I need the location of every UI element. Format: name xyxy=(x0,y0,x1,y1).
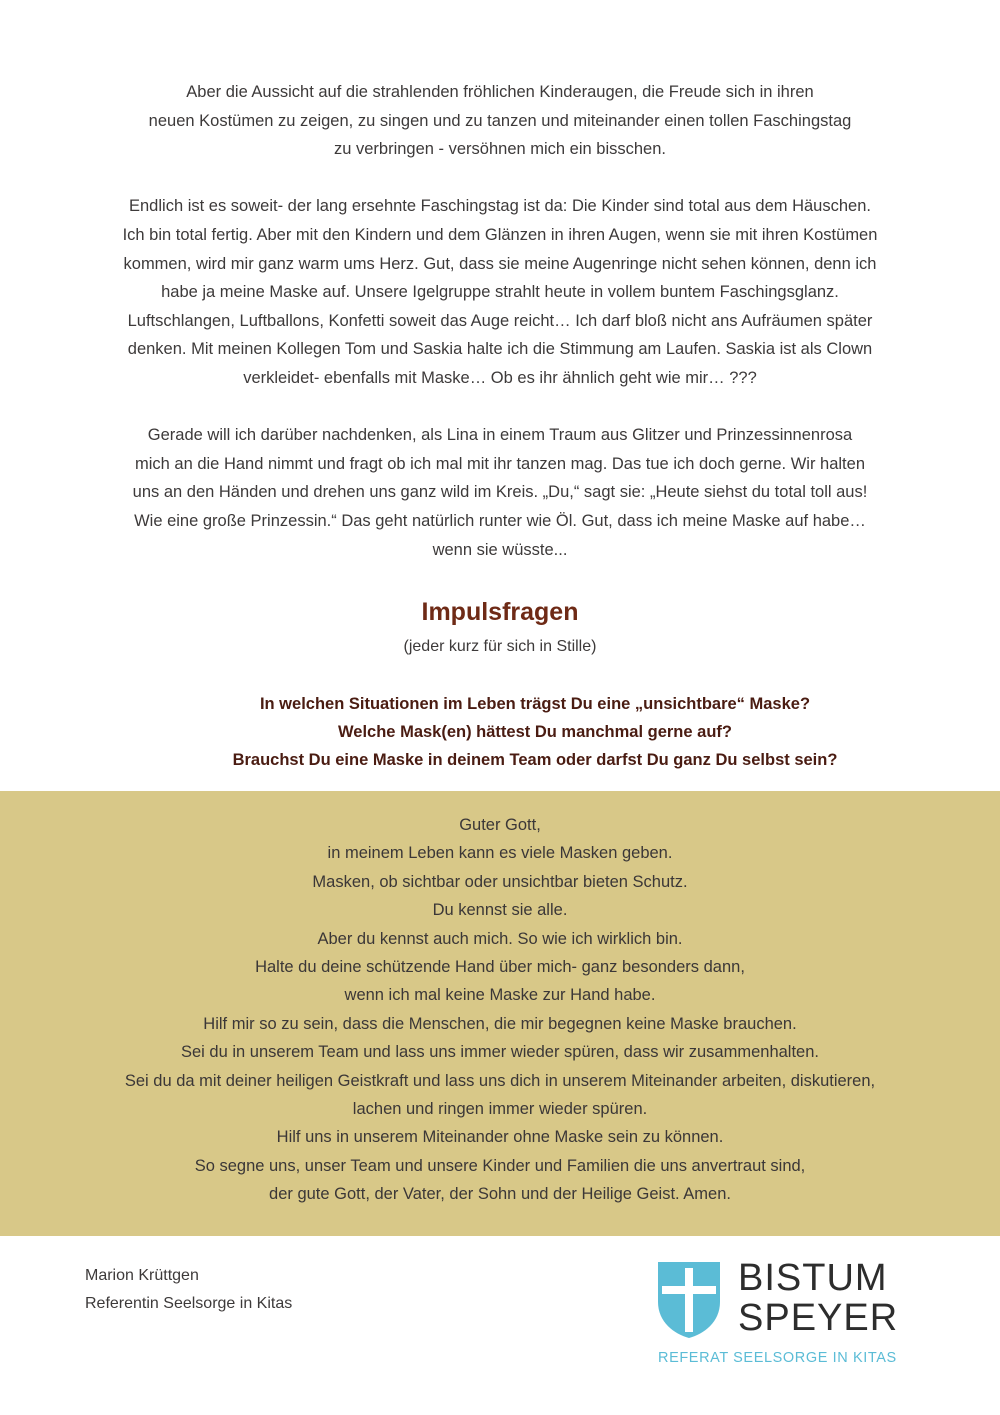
shield-cross-icon xyxy=(658,1262,720,1338)
impulse-title: Impulsfragen xyxy=(421,598,579,626)
text-line: kommen, wird mir ganz warm ums Herz. Gut, dass sie meine Augenringe nicht sehen können, denn ich xyxy=(123,254,877,273)
text-line: Luftschlangen, Luftballons, Konfetti soweit das Auge reicht… Ich darf bloß nicht ans Aufräumen später xyxy=(127,311,873,330)
text-line: habe ja meine Maske auf. Unsere Igelgruppe strahlt heute in vollem buntem Faschingsglanz. xyxy=(161,283,839,302)
text-line: neuen Kostümen zu zeigen, zu singen und zu tanzen und miteinander einen tollen Faschingstag xyxy=(148,111,852,130)
prayer-line: der gute Gott, der Vater, der Sohn und der Heilige Geist. Amen. xyxy=(269,1185,731,1204)
question: In welchen Situationen im Leben trägst Du eine „unsichtbare“ Maske? xyxy=(259,695,811,713)
text-line: uns an den Händen und drehen uns ganz wild im Kreis. „Du,“ sagt sie: „Heute siehst du total toll aus! xyxy=(132,483,868,502)
text-line: denken. Mit meinen Kollegen Tom und Saskia halte ich die Stimmung am Laufen. Saskia ist als Clown xyxy=(127,340,873,359)
prayer-line: Guter Gott, xyxy=(459,816,541,834)
prayer-line: So segne uns, unser Team und unsere Kinder und Familien die uns anvertraut sind, xyxy=(194,1156,806,1175)
prayer-line: Halte du deine schützende Hand über mich- ganz besonders dann, xyxy=(255,958,745,977)
bistum-speyer-logo xyxy=(658,1257,948,1372)
story-paragraph xyxy=(60,78,940,164)
prayer-text xyxy=(0,811,1000,1209)
text-line: verkleidet- ebenfalls mit Maske… Ob es ihr ähnlich geht wie mir… ??? xyxy=(243,368,757,387)
text-line: mich an die Hand nimmt und fragt ob ich mal mit ihr tanzen mag. Das tue ich doch gerne. Wir halten xyxy=(134,454,865,473)
text-line: wenn sie wüsste... xyxy=(432,540,568,559)
prayer-line: Hilf mir so zu sein, dass die Menschen, die mir begegnen keine Maske brauchen. xyxy=(203,1014,797,1033)
impulse-questions xyxy=(70,690,1000,774)
prayer-line: Aber du kennst auch mich. So wie ich wirklich bin. xyxy=(317,929,683,948)
text-line: Gerade will ich darüber nachdenken, als Lina in einem Traum aus Glitzer und Prinzessinnenrosa xyxy=(147,426,853,445)
impulse-subtitle: (jeder kurz für sich in Stille) xyxy=(403,638,597,655)
text-line: Aber die Aussicht auf die strahlenden fröhlichen Kinderaugen, die Freude sich in ihren xyxy=(186,83,814,101)
story-text xyxy=(60,78,940,593)
prayer-line: wenn ich mal keine Maske zur Hand habe. xyxy=(344,986,656,1005)
story-paragraph xyxy=(60,421,940,564)
logo-subtitle: REFERAT SEELSORGE IN KITAS xyxy=(658,1350,897,1366)
text-line: Endlich ist es soweit- der lang ersehnte Faschingstag ist da: Die Kinder sind total aus dem Häuschen. xyxy=(129,197,871,216)
prayer-line: in meinem Leben kann es viele Masken geben. xyxy=(327,844,673,863)
prayer-section xyxy=(0,791,1000,1236)
logo-line-1: BISTUM xyxy=(738,1257,888,1299)
text-line: Wie eine große Prinzessin.“ Das geht natürlich runter wie Öl. Gut, dass ich meine Maske auf habe… xyxy=(134,511,866,530)
text-line: zu verbringen - versöhnen mich ein bisschen. xyxy=(333,140,666,159)
prayer-line: lachen und ringen immer wieder spüren. xyxy=(352,1100,648,1119)
prayer-line: Sei du da mit deiner heiligen Geistkraft und lass uns dich in unserem Miteinander arbeiten, diskutieren, xyxy=(124,1071,876,1090)
text-line: Ich bin total fertig. Aber mit den Kindern und dem Glänzen in ihren Augen, wenn sie mit ihren Kostümen xyxy=(122,225,878,244)
prayer-line: Masken, ob sichtbar oder unsichtbar bieten Schutz. xyxy=(312,872,688,891)
author-block xyxy=(85,1262,292,1318)
prayer-line: Du kennst sie alle. xyxy=(432,901,568,920)
logo-wordmark xyxy=(738,1258,898,1338)
prayer-line: Hilf uns in unserem Miteinander ohne Maske sein zu können. xyxy=(276,1128,724,1147)
story-paragraph xyxy=(60,192,940,392)
author-role: Referentin Seelsorge in Kitas xyxy=(85,1295,293,1312)
logo-line-2: SPEYER xyxy=(738,1297,899,1339)
question: Brauchst Du eine Maske in deinem Team oder darfst Du ganz Du selbst sein? xyxy=(232,751,838,769)
prayer-line: Sei du in unserem Team und lass uns immer wieder spüren, dass wir zusammenhalten. xyxy=(181,1043,819,1062)
author-name: Marion Krüttgen xyxy=(85,1267,199,1284)
question: Welche Mask(en) hättest Du manchmal gerne auf? xyxy=(338,723,732,741)
